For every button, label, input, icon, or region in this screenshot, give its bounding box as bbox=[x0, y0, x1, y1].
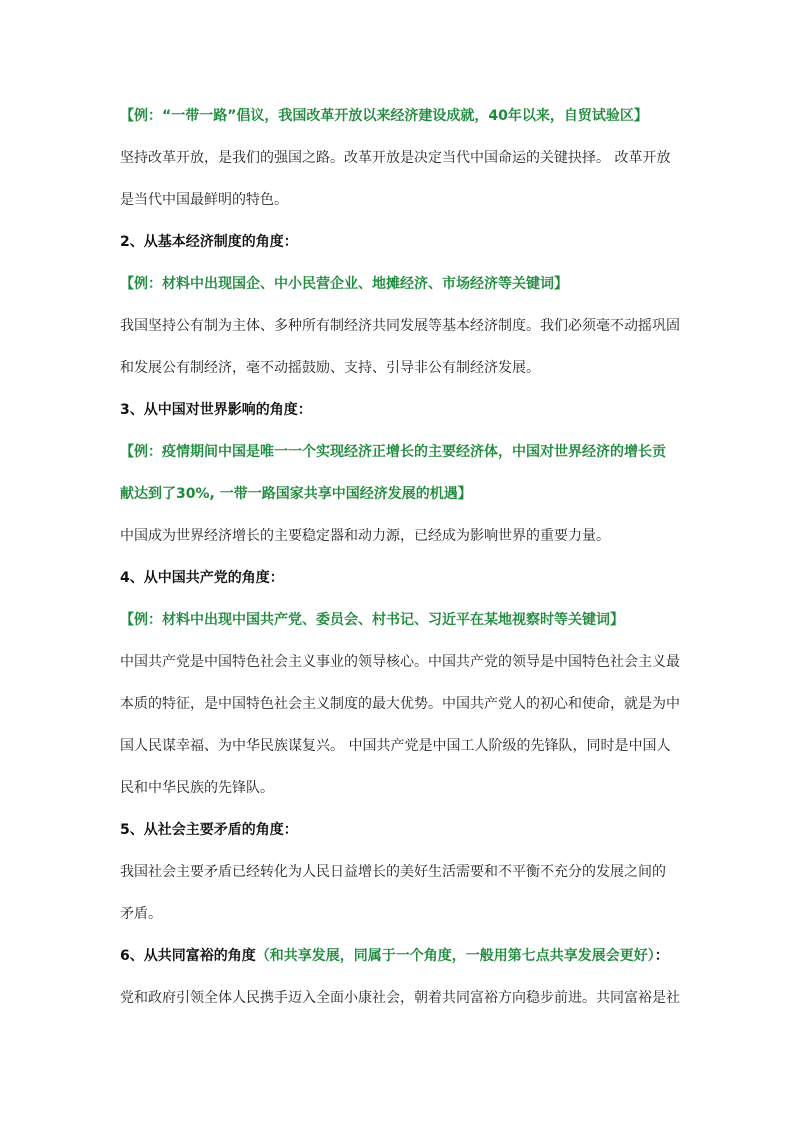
body-line: 我国社会主要矛盾已经转化为人民日益增长的美好生活需要和不平衡不充分的发展之间的 bbox=[120, 864, 666, 880]
section-heading: 3、从中国对世界影响的角度： bbox=[120, 402, 312, 418]
body-line: 是当代中国最鲜明的特色。 bbox=[120, 192, 288, 208]
body-line: 本质的特征，是中国特色社会主义制度的最大优势。中国共产党人的初心和使命，就是为中 bbox=[120, 696, 680, 712]
example-line: 【例：“一带一路”倡议，我国改革开放以来经济建设成就，40年以来，自贸试验区】 bbox=[120, 108, 648, 124]
section-heading bbox=[120, 940, 680, 982]
body-line: 我国坚持公有制为主体、多种所有制经济共同发展等基本经济制度。我们必须毫不动摇巩固 bbox=[120, 318, 680, 334]
body-line: 中国成为世界经济增长的主要稳定器和动力源，已经成为影响世界的重要力量。 bbox=[120, 528, 610, 544]
example-line: 献达到了30%, 一带一路国家共享中国经济发展的机遇】 bbox=[120, 486, 472, 502]
example-line: 【例：材料中出现中国共产党、委员会、村书记、习近平在某地视察时等关键词】 bbox=[120, 612, 624, 628]
section-heading: 5、从社会主要矛盾的角度： bbox=[120, 822, 298, 838]
section-heading: 4、从中国共产党的角度： bbox=[120, 570, 284, 586]
body-line: 矛盾。 bbox=[120, 906, 162, 922]
body-line: 和发展公有制经济，毫不动摇鼓励、支持、引导非公有制经济发展。 bbox=[120, 360, 540, 376]
body-line: 坚持改革开放，是我们的强国之路。改革开放是决定当代中国命运的关键抉择。 改革开放 bbox=[120, 150, 671, 166]
body-line: 党和政府引领全体人民携手迈入全面小康社会，朝着共同富裕方向稳步前进。共同富裕是社 bbox=[120, 990, 680, 1006]
section-heading: 2、从基本经济制度的角度： bbox=[120, 234, 298, 250]
body-line: 民和中华民族的先锋队。 bbox=[120, 780, 274, 796]
heading-text: 6、从共同富裕的角度 bbox=[120, 948, 256, 964]
heading-tail: ： bbox=[654, 948, 669, 964]
example-line: 【例：材料中出现国企、中小民营企业、地摊经济、市场经济等关键词】 bbox=[120, 276, 568, 292]
example-line: 【例：疫情期间中国是唯一一个实现经济正增长的主要经济体，中国对世界经济的增长贡 bbox=[120, 444, 666, 460]
document-page bbox=[120, 100, 680, 1024]
heading-note: （和共享发展，同属于一个角度，一般用第七点共享发展会更好） bbox=[255, 948, 655, 964]
body-line: 中国共产党是中国特色社会主义事业的领导核心。中国共产党的领导是中国特色社会主义最 bbox=[120, 654, 680, 670]
body-line: 国人民谋幸福、为中华民族谋复兴。 中国共产党是中国工人阶级的先锋队，同时是中国人 bbox=[120, 738, 671, 754]
